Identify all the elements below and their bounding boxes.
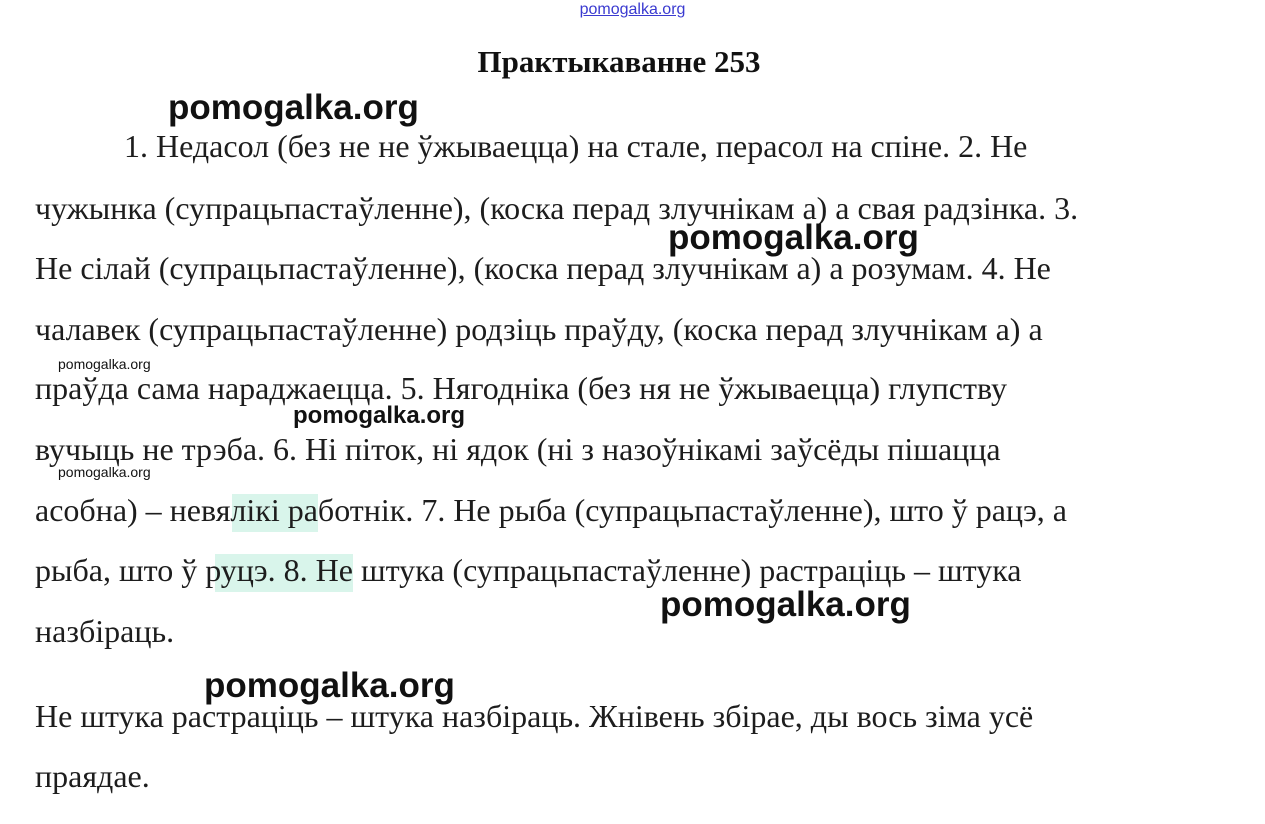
answer-line: Не штука растраціць – штука назбіраць. Жнівень збірае, ды вось зіма усё — [35, 698, 1034, 734]
answer-line: праядае. — [35, 758, 150, 794]
site-link[interactable]: pomogalka.org — [579, 1, 686, 18]
text-line: Не сілай (супрацьпастаўленне), (коска перад злучнікам а) а розумам. 4. Не — [35, 250, 1051, 286]
text-line: 1. Недасол (без не не ўжываецца) на стале, перасол на спіне. 2. Не — [124, 128, 1028, 164]
page-title: Практыкаванне 253 — [477, 44, 761, 79]
watermark: pomogalka.org — [204, 666, 455, 705]
watermark: pomogalka.org — [293, 402, 466, 429]
watermark: pomogalka.org — [660, 585, 911, 624]
watermark: pomogalka.org — [668, 218, 919, 257]
text-line: асобна) – невялікі работнік. 7. Не рыба (супрацьпастаўленне), што ў рацэ, а — [35, 492, 1067, 528]
watermark: pomogalka.org — [58, 356, 151, 372]
text-line: вучыць не трэба. 6. Ні піток, ні ядок (ні з назоўнікамі заўсёды пішацца — [35, 431, 1001, 467]
text-line: чалавек (супрацьпастаўленне) родзіць праўду, (коска перад злучнікам а) а — [35, 311, 1043, 347]
text-line: чужынка (супрацьпастаўленне), (коска перад злучнікам а) а свая радзінка. 3. — [35, 190, 1079, 226]
text-line: назбіраць. — [35, 613, 175, 649]
watermark: pomogalka.org — [168, 88, 419, 127]
text-line: праўда сама нараджаецца. 5. Нягодніка (без ня не ўжываецца) глупству — [35, 370, 1007, 406]
watermark: pomogalka.org — [58, 464, 151, 480]
text-line: рыба, што ў руцэ. 8. Не штука (супрацьпастаўленне) растраціць – штука — [35, 552, 1022, 588]
